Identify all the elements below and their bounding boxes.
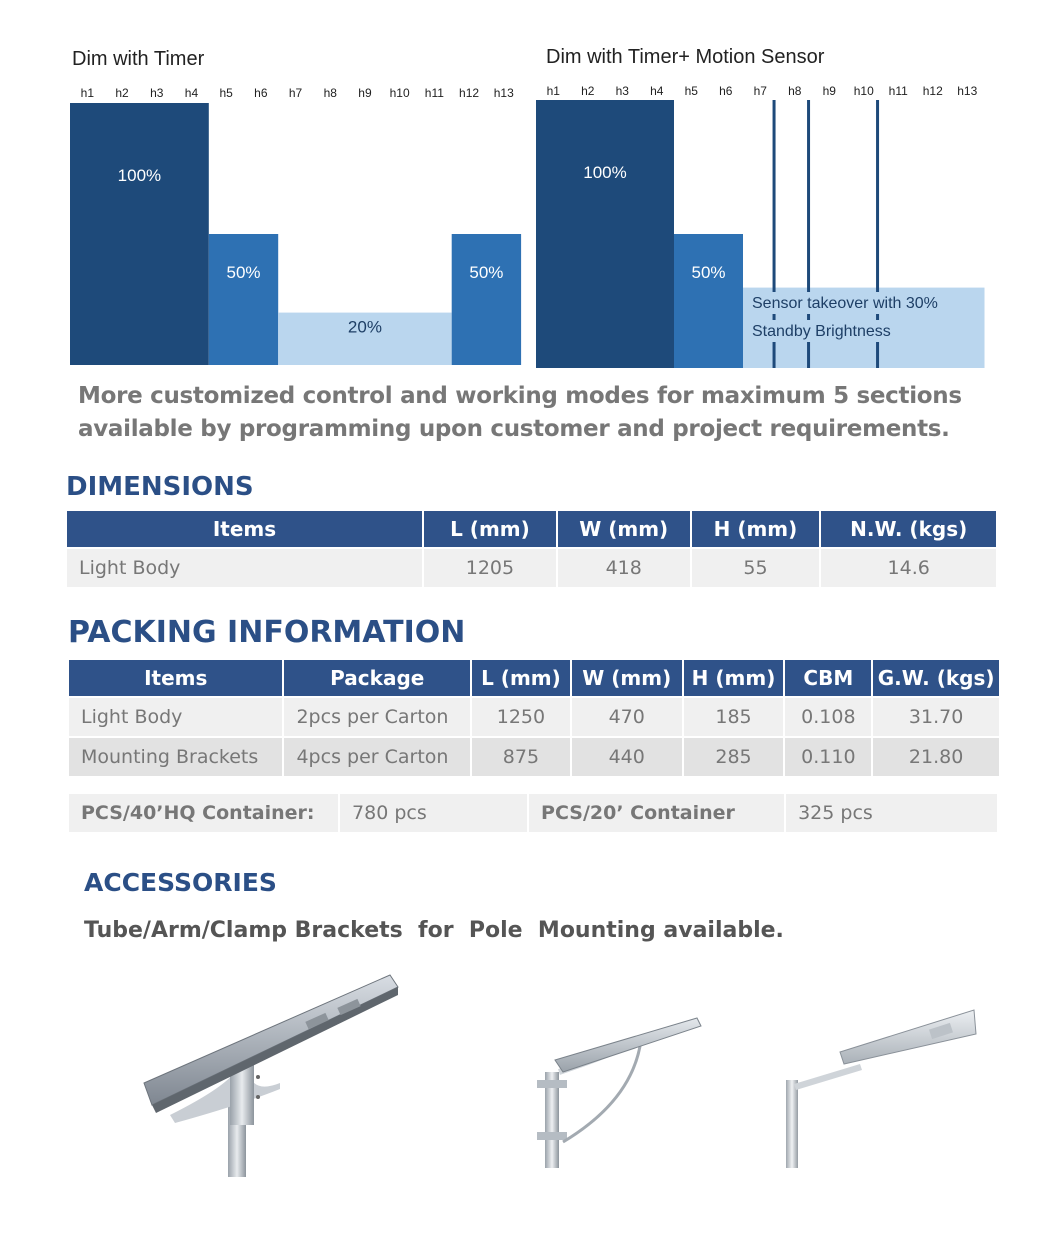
dim-cell-item: Light Body <box>67 549 422 587</box>
tick-label-h12: h12 <box>459 86 480 100</box>
pack-header-cbm: CBM <box>785 660 871 696</box>
data-label-4: 50% <box>469 263 504 282</box>
data-label-3: 20% <box>347 317 382 337</box>
pack-header-w: W (mm) <box>572 660 682 696</box>
tick-label-h1: h1 <box>80 86 95 100</box>
dim-cell-l: 1205 <box>424 549 556 587</box>
annotation-line-2: Standby Brightness <box>752 323 891 340</box>
street-light-tube-bracket-image <box>130 965 420 1185</box>
pack-cell-cbm: 0.108 <box>785 698 871 736</box>
dim-header-w: W (mm) <box>558 511 690 547</box>
dim-header-l: L (mm) <box>424 511 556 547</box>
container-20-value: 325 pcs <box>786 794 997 832</box>
dimensions-table <box>65 509 998 589</box>
pack-cell-l: 1250 <box>472 698 570 736</box>
tick-label-h11: h11 <box>888 84 908 98</box>
bar-segment-2 <box>674 234 743 368</box>
custom-modes-note: More customized control and working modes for maximum 5 sections available by programming upon customer and project requirements. <box>78 383 962 442</box>
pack-cell-cbm: 0.110 <box>785 738 871 776</box>
pack-cell-h: 285 <box>684 738 784 776</box>
tick-label-h9: h9 <box>822 84 836 98</box>
data-label-1: 100% <box>117 166 162 185</box>
dim-cell-nw: 14.6 <box>821 549 996 587</box>
dim-cell-w: 418 <box>558 549 690 587</box>
tick-label-h4: h4 <box>650 84 664 98</box>
container-20-label: PCS/20’ Container <box>529 794 784 832</box>
tick-label-h2: h2 <box>581 84 595 98</box>
table-row <box>67 549 996 587</box>
pack-header-h: H (mm) <box>684 660 784 696</box>
tick-label-h2: h2 <box>115 86 129 100</box>
annotation-line-1: Sensor takeover with 30% <box>752 295 938 312</box>
pack-header-l: L (mm) <box>472 660 570 696</box>
dim-header-h: H (mm) <box>692 511 820 547</box>
tick-label-h5: h5 <box>219 86 233 100</box>
accessories-text: Tube/Arm/Clamp Brackets for Pole Mounting available. <box>84 918 784 943</box>
pack-cell-package: 2pcs per Carton <box>284 698 470 736</box>
pack-cell-package: 4pcs per Carton <box>284 738 470 776</box>
pack-cell-w: 470 <box>572 698 682 736</box>
packing-title: PACKING INFORMATION <box>68 615 466 650</box>
tick-label-h6: h6 <box>719 84 733 98</box>
dimensions-header-row <box>67 511 996 547</box>
tick-label-h5: h5 <box>684 84 698 98</box>
pack-cell-l: 875 <box>472 738 570 776</box>
pack-cell-gw: 21.80 <box>873 738 999 776</box>
pack-cell-gw: 31.70 <box>873 698 999 736</box>
dim-cell-h: 55 <box>692 549 820 587</box>
tick-label-h6: h6 <box>254 86 268 100</box>
tick-label-h10: h10 <box>853 84 874 98</box>
street-light-arm-bracket-image <box>515 1010 710 1175</box>
data-label-2: 50% <box>226 263 261 282</box>
pack-header-gw: G.W. (kgs) <box>873 660 999 696</box>
pack-cell-h: 185 <box>684 698 784 736</box>
tick-label-h8: h8 <box>323 86 337 100</box>
dim-header-items: Items <box>67 511 422 547</box>
table-row <box>69 698 999 736</box>
data-label-1: 100% <box>583 163 627 182</box>
container-40hq-value: 780 pcs <box>340 794 527 832</box>
pack-header-items: Items <box>69 660 282 696</box>
tick-label-h11: h11 <box>424 86 444 100</box>
container-row <box>69 794 997 832</box>
tick-label-h9: h9 <box>358 86 372 100</box>
street-light-clamp-bracket-image <box>780 1000 985 1172</box>
tick-label-h3: h3 <box>150 86 164 100</box>
chart-dim-with-timer-motion <box>0 0 1000 372</box>
tick-label-h13: h13 <box>493 86 514 100</box>
container-40hq-label: PCS/40’HQ Container: <box>69 794 338 832</box>
dim-header-nw: N.W. (kgs) <box>821 511 996 547</box>
accessories-title: ACCESSORIES <box>84 868 277 897</box>
pack-cell-w: 440 <box>572 738 682 776</box>
tick-label-h7: h7 <box>753 84 767 98</box>
packing-header-row <box>69 660 999 696</box>
container-table <box>67 792 999 834</box>
pack-cell-item: Light Body <box>69 698 282 736</box>
tick-label-h12: h12 <box>922 84 943 98</box>
dimensions-title: DIMENSIONS <box>66 472 254 502</box>
tick-label-h3: h3 <box>615 84 629 98</box>
bar-segment-1 <box>536 100 674 368</box>
data-label-2: 50% <box>691 263 726 282</box>
tick-label-h4: h4 <box>184 86 199 100</box>
pack-header-package: Package <box>284 660 470 696</box>
chart2-title: Dim with Timer+ Motion Sensor <box>546 46 825 68</box>
tick-label-h7: h7 <box>288 86 303 100</box>
tick-label-h8: h8 <box>788 84 802 98</box>
table-row <box>69 738 999 776</box>
pack-cell-item: Mounting Brackets <box>69 738 282 776</box>
tick-label-h13: h13 <box>957 84 978 98</box>
tick-label-h10: h10 <box>389 86 410 100</box>
chart1-title: Dim with Timer <box>72 48 205 70</box>
packing-table <box>67 658 1001 778</box>
tick-label-h1: h1 <box>546 84 560 98</box>
